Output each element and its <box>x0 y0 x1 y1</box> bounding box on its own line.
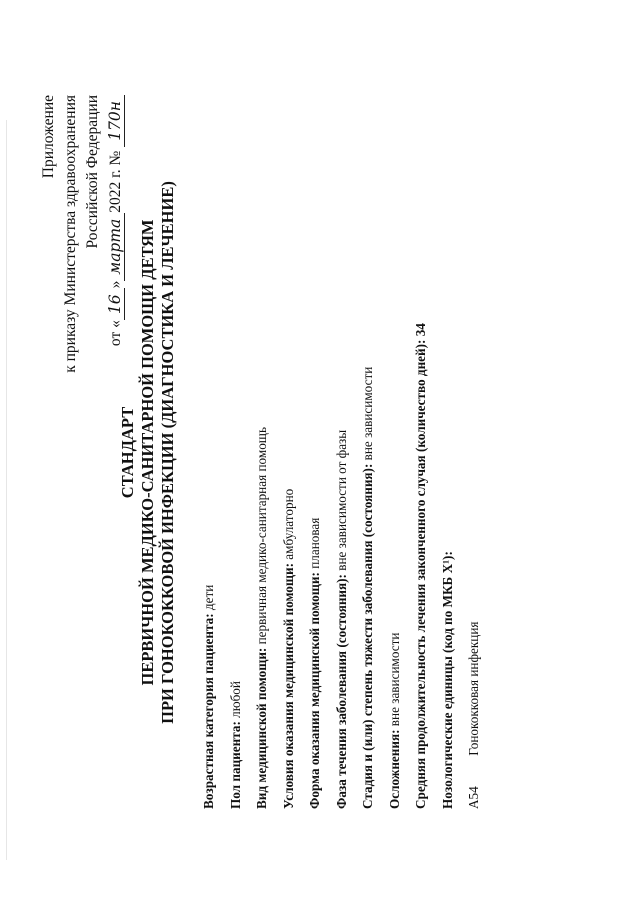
title-line-3: ПРИ ГОНОКОККОВОЙ ИНФЕКЦИИ (ДИАГНОСТИКА И ЛЕЧЕНИЕ) <box>158 181 177 724</box>
field-value: первичная медико-санитарная помощь <box>254 427 269 645</box>
icd-code: A54 <box>466 786 481 809</box>
field-care-type <box>249 89 276 809</box>
document-title <box>118 0 178 905</box>
handwritten-day: 16 <box>106 288 125 320</box>
field-value: амбулаторно <box>280 488 296 560</box>
field-label: Вид медицинской помощи: <box>254 647 269 809</box>
field-nosology <box>435 89 462 809</box>
field-complications <box>382 89 409 809</box>
date-year: 2022 г. № <box>107 150 124 213</box>
icd-name: Гонококковая инфекция <box>466 621 481 756</box>
field-value: вне зависимости <box>360 366 375 461</box>
title-line-2: ПЕРВИЧНОЙ МЕДИКО-САНИТАРНОЙ ПОМОЩИ ДЕТЯМ <box>138 219 157 686</box>
field-label: Средняя продолжительность лечения законченного случая (количество дней): <box>413 339 428 809</box>
field-conditions <box>276 89 303 809</box>
appendix-title: Приложение <box>40 95 57 179</box>
field-value: вне зависимости <box>386 632 402 727</box>
field-label: Стадия и (или) степень тяжести заболевания (состояния): <box>360 463 375 809</box>
field-value: 34 <box>413 323 428 337</box>
field-value: любой <box>227 681 243 718</box>
handwritten-month: марта <box>106 213 125 281</box>
field-value: плановая <box>307 517 322 569</box>
field-value: дети <box>201 584 216 611</box>
field-stage <box>355 89 382 809</box>
field-label: Осложнения: <box>386 729 402 809</box>
handwritten-order-number: 170н <box>106 95 125 147</box>
field-value: вне зависимости от фазы <box>333 429 349 571</box>
title-line-1: СТАНДАРТ <box>118 406 137 499</box>
field-label: Форма оказания медицинской помощи: <box>307 572 322 809</box>
field-label: Нозологические единицы (код по МКБ X¹): <box>439 551 455 809</box>
field-label: Возрастная категория пациента: <box>201 613 216 809</box>
field-phase <box>329 89 356 809</box>
field-duration <box>408 89 435 809</box>
field-age <box>196 89 223 809</box>
date-prefix: от « <box>107 320 124 347</box>
field-label: Пол пациента: <box>227 721 243 809</box>
appendix-ministry-line: Российской Федерации <box>84 95 101 249</box>
field-label: Фаза течения заболевания (состояния): <box>333 574 349 809</box>
field-form <box>302 89 329 809</box>
appendix-block <box>38 95 127 515</box>
standard-fields <box>196 89 488 809</box>
field-sex <box>223 89 250 809</box>
date-mid: » <box>107 280 124 289</box>
appendix-order-line: к приказу Министерства здравоохранения <box>62 95 79 373</box>
field-label: Условия оказания медицинской помощи: <box>280 563 296 809</box>
icd-row <box>461 89 488 809</box>
